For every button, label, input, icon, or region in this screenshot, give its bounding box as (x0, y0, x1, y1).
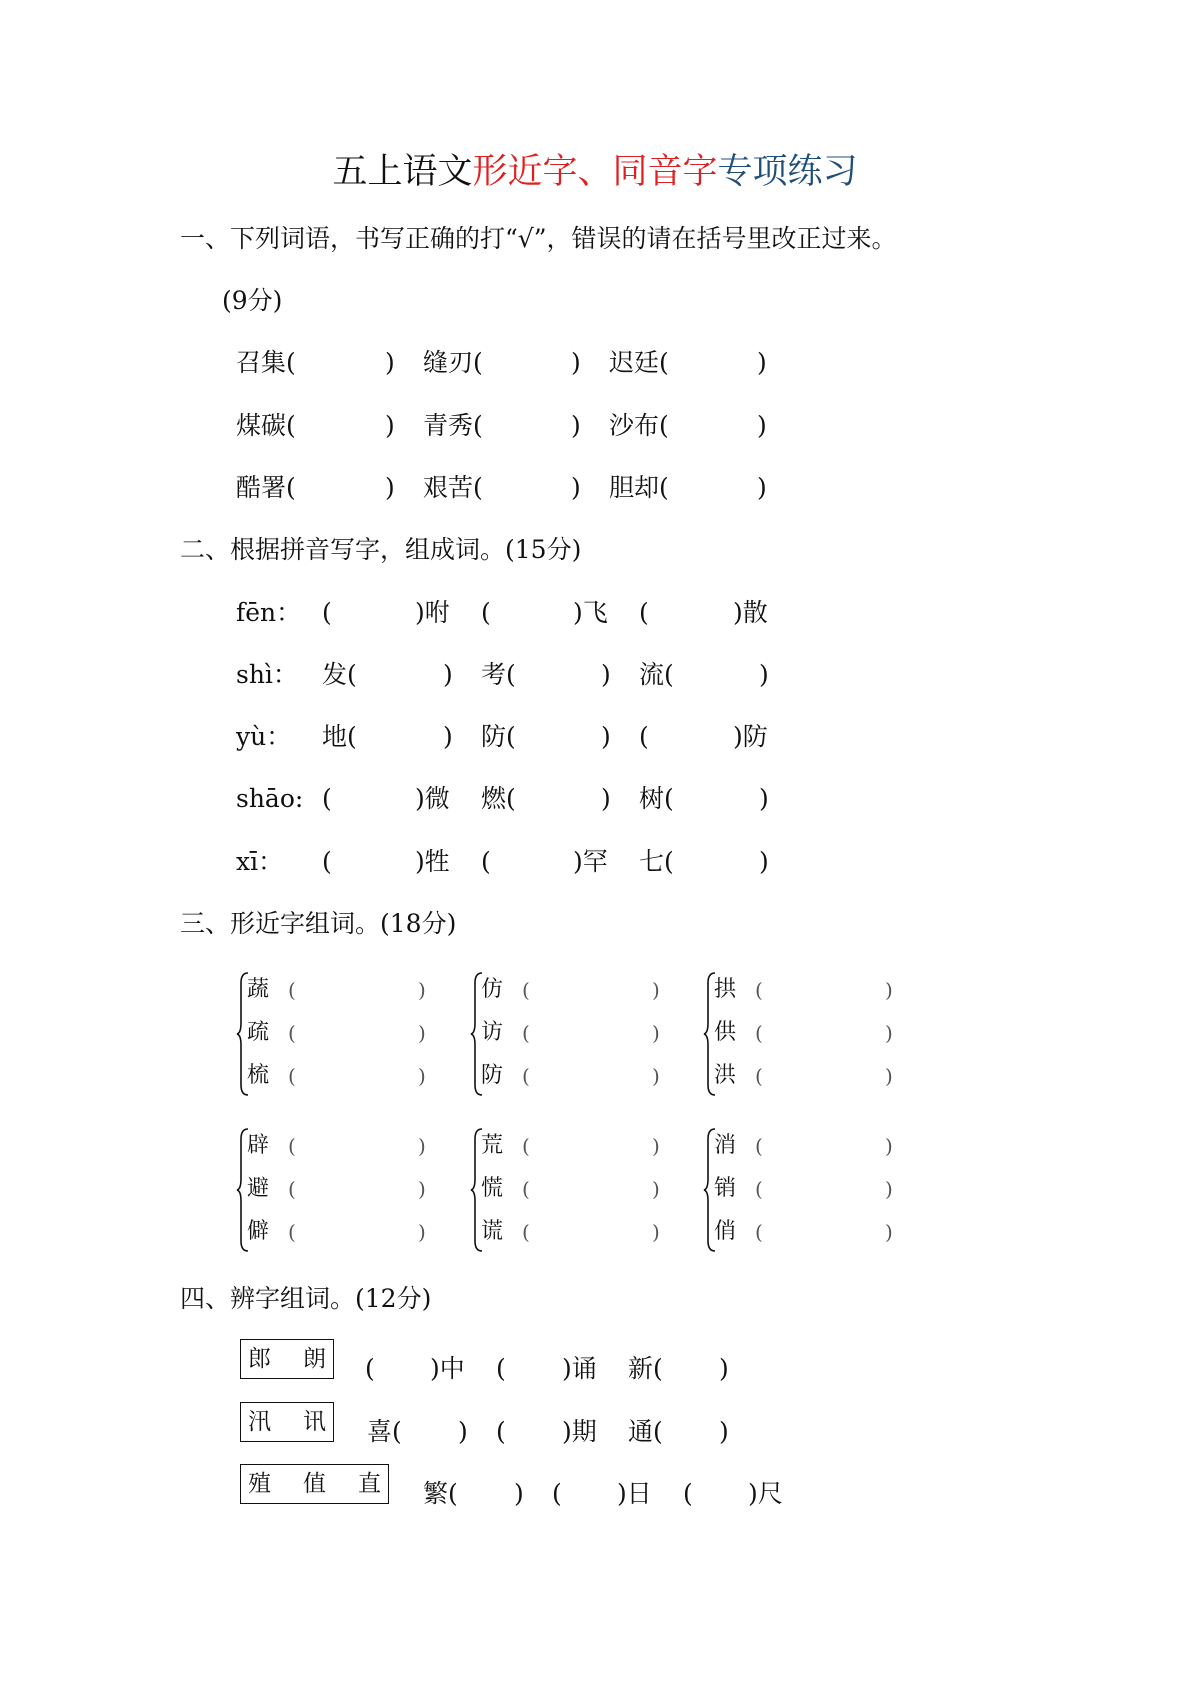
section1-score: (9分) (222, 286, 283, 315)
char-item: 疏 (247, 1020, 270, 1045)
s1-item-close: ) (385, 348, 395, 377)
s1-item-close: ) (571, 473, 581, 502)
s2-cell: 燃( (481, 784, 516, 813)
close-paren: ) (418, 1134, 426, 1158)
s4-cell: ) (458, 1417, 468, 1446)
s2-cell: 地( (322, 722, 357, 751)
box-char: 郎 (248, 1346, 271, 1372)
pinyin-label: shì： (236, 660, 298, 689)
close-paren: ) (885, 978, 893, 1002)
s1-item-close: ) (385, 473, 395, 502)
open-paren: ( (522, 1021, 530, 1045)
s4-cell: )中 (430, 1354, 465, 1383)
s2-cell: 七( (639, 847, 674, 876)
open-paren: ( (288, 1134, 296, 1158)
s4-cell: ( (683, 1479, 693, 1508)
char-item: 拱 (714, 977, 737, 1002)
char-item: 防 (481, 1063, 504, 1088)
open-paren: ( (522, 1177, 530, 1201)
char-box (240, 1402, 334, 1442)
close-paren: ) (418, 1064, 426, 1088)
s4-cell: ) (719, 1354, 729, 1383)
s4-cell: ) (514, 1479, 524, 1508)
open-paren: ( (755, 978, 763, 1002)
char-box (240, 1339, 334, 1379)
char-item: 谎 (481, 1219, 504, 1244)
open-paren: ( (522, 1220, 530, 1244)
box-char: 汛 (248, 1409, 271, 1435)
box-char: 讯 (303, 1409, 326, 1435)
close-paren: ) (652, 1134, 660, 1158)
open-paren: ( (755, 1064, 763, 1088)
open-paren: ( (288, 1064, 296, 1088)
s2-cell: ( (322, 784, 332, 813)
char-item: 访 (481, 1020, 504, 1045)
s4-cell: )期 (562, 1417, 597, 1446)
s4-cell: 喜( (367, 1417, 402, 1446)
s1-item-word: 青秀( (423, 411, 483, 440)
close-paren: ) (652, 978, 660, 1002)
open-paren: ( (755, 1021, 763, 1045)
close-paren: ) (418, 978, 426, 1002)
char-item: 销 (714, 1176, 737, 1201)
char-box (240, 1464, 389, 1504)
s2-cell: )咐 (415, 598, 450, 627)
open-paren: ( (288, 1021, 296, 1045)
close-paren: ) (885, 1021, 893, 1045)
open-paren: ( (522, 1064, 530, 1088)
s2-cell: )微 (415, 784, 450, 813)
close-paren: ) (885, 1220, 893, 1244)
box-char: 殖 (248, 1471, 271, 1497)
s2-cell: 考( (481, 660, 516, 689)
s1-item-close: ) (385, 411, 395, 440)
s2-cell: ( (481, 847, 491, 876)
pinyin-label: fēn： (236, 598, 302, 627)
s4-cell: ( (496, 1417, 506, 1446)
char-item: 仿 (481, 977, 504, 1002)
s1-item-close: ) (571, 348, 581, 377)
s1-item-close: ) (757, 411, 767, 440)
open-paren: ( (288, 1177, 296, 1201)
s1-item-close: ) (757, 348, 767, 377)
close-paren: ) (885, 1134, 893, 1158)
open-paren: ( (755, 1220, 763, 1244)
pinyin-label: shāo: (236, 784, 304, 813)
open-paren: ( (755, 1177, 763, 1201)
box-char: 值 (303, 1471, 326, 1497)
open-paren: ( (288, 1220, 296, 1244)
close-paren: ) (652, 1021, 660, 1045)
s2-cell: 发( (322, 660, 357, 689)
s4-cell: 新( (628, 1354, 663, 1383)
close-paren: ) (418, 1177, 426, 1201)
s1-item-word: 艰苦( (423, 473, 483, 502)
s4-cell: ( (552, 1479, 562, 1508)
s1-item-word: 沙布( (609, 411, 669, 440)
s4-cell: ( (365, 1354, 375, 1383)
char-item: 辟 (247, 1133, 270, 1158)
s4-cell: )日 (617, 1479, 652, 1508)
char-item: 避 (247, 1176, 270, 1201)
char-item: 消 (714, 1133, 737, 1158)
s4-cell: )诵 (562, 1354, 597, 1383)
s1-item-word: 迟廷( (609, 348, 669, 377)
section3-heading: 三、形近字组词。(18分) (180, 909, 457, 938)
s4-cell: ) (719, 1417, 729, 1446)
s1-item-close: ) (757, 473, 767, 502)
s1-item-word: 召集( (236, 348, 296, 377)
s2-cell: ) (443, 660, 453, 689)
s2-cell: 流( (639, 660, 674, 689)
s2-cell: )罕 (573, 847, 608, 876)
s1-item-word: 酷署( (236, 473, 296, 502)
char-item: 洪 (714, 1063, 737, 1088)
open-paren: ( (522, 978, 530, 1002)
section2-heading: 二、根据拼音写字，组成词。(15分) (180, 535, 582, 564)
char-item: 蔬 (247, 977, 270, 1002)
close-paren: ) (885, 1064, 893, 1088)
s1-item-word: 胆却( (609, 473, 669, 502)
s2-cell: ( (322, 847, 332, 876)
s2-cell: ) (759, 847, 769, 876)
title-part3: 专项练习 (717, 152, 858, 192)
s2-cell: ( (639, 598, 649, 627)
s4-cell: ( (496, 1354, 506, 1383)
s2-cell: ) (443, 722, 453, 751)
s2-cell: 树( (639, 784, 674, 813)
s2-cell: )牲 (415, 847, 450, 876)
s4-cell: 通( (628, 1417, 663, 1446)
s1-item-word: 缝刃( (423, 348, 483, 377)
s2-cell: )飞 (573, 598, 608, 627)
s1-item-word: 煤碳( (236, 411, 296, 440)
s2-cell: )散 (733, 598, 768, 627)
s2-cell: ( (322, 598, 332, 627)
s2-cell: ) (759, 660, 769, 689)
char-item: 梳 (247, 1063, 270, 1088)
page-title (0, 150, 1190, 194)
s2-cell: ) (601, 722, 611, 751)
box-char: 朗 (303, 1346, 326, 1372)
s2-cell: ) (759, 784, 769, 813)
s2-cell: ( (481, 598, 491, 627)
close-paren: ) (652, 1064, 660, 1088)
open-paren: ( (288, 978, 296, 1002)
close-paren: ) (418, 1021, 426, 1045)
close-paren: ) (885, 1177, 893, 1201)
s4-cell: 繁( (423, 1479, 458, 1508)
s2-cell: ) (601, 660, 611, 689)
pinyin-label: xī： (236, 847, 284, 876)
title-part2: 形近字、同音字 (472, 152, 718, 192)
section4-heading: 四、辨字组词。(12分) (180, 1284, 432, 1313)
s4-cell: )尺 (748, 1479, 783, 1508)
char-item: 慌 (481, 1176, 504, 1201)
char-item: 俏 (714, 1219, 737, 1244)
s2-cell: ( (639, 722, 649, 751)
close-paren: ) (418, 1220, 426, 1244)
s1-item-close: ) (571, 411, 581, 440)
box-char: 直 (358, 1471, 381, 1497)
close-paren: ) (652, 1177, 660, 1201)
char-item: 荒 (481, 1133, 504, 1158)
open-paren: ( (755, 1134, 763, 1158)
s2-cell: 防( (481, 722, 516, 751)
char-item: 僻 (247, 1219, 270, 1244)
s2-cell: ) (601, 784, 611, 813)
s2-cell: )防 (733, 722, 768, 751)
title-part1: 五上语文 (332, 152, 473, 192)
close-paren: ) (652, 1220, 660, 1244)
section1-heading: 一、下列词语，书写正确的打“√”，错误的请在括号里改正过来。 (180, 224, 897, 253)
char-item: 供 (714, 1020, 737, 1045)
open-paren: ( (522, 1134, 530, 1158)
pinyin-label: yù： (236, 722, 292, 751)
